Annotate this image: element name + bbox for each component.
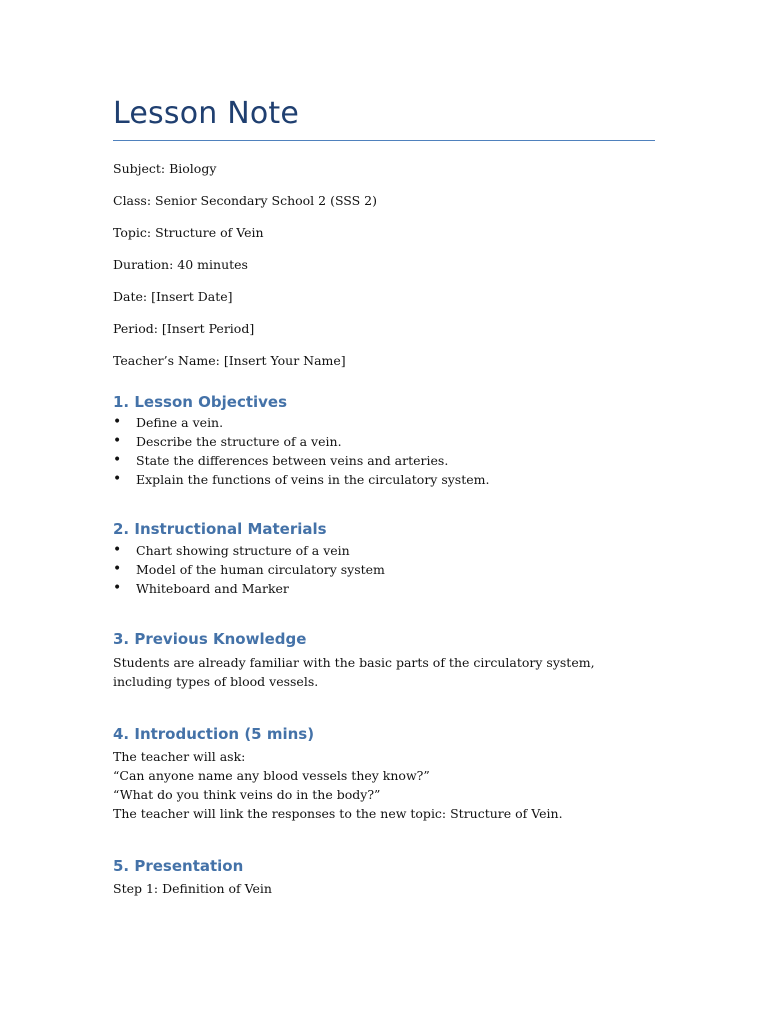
paragraph: Students are already familiar with the basic parts of the circulatory system, including types of blood vessels. (113, 655, 595, 689)
list-item: • Whiteboard and Marker (113, 579, 655, 598)
meta-class: Class: Senior Secondary School 2 (SSS 2) (113, 193, 378, 208)
section-heading: 4. Introduction (5 mins) (113, 725, 315, 743)
section-heading: 3. Previous Knowledge (113, 630, 307, 648)
list-item: • Define a vein. (113, 413, 655, 432)
page-title: Lesson Note (113, 96, 655, 141)
paragraph: “What do you think veins do in the body?” (113, 787, 381, 802)
paragraph: The teacher will link the responses to the new topic: Structure of Vein. (113, 806, 563, 821)
objectives-list (113, 413, 655, 489)
list-item: • Model of the human circulatory system (113, 560, 655, 579)
meta-date: Date: [Insert Date] (113, 289, 233, 304)
paragraph: The teacher will ask: (113, 749, 246, 764)
section-objectives (113, 392, 655, 489)
list-item: • Describe the structure of a vein. (113, 432, 655, 451)
meta-period: Period: [Insert Period] (113, 321, 255, 336)
section-previous-knowledge (113, 629, 655, 691)
list-item: • Explain the functions of veins in the circulatory system. (113, 470, 655, 489)
meta-topic: Topic: Structure of Vein (113, 225, 264, 240)
list-item: • Chart showing structure of a vein (113, 541, 655, 560)
paragraph: Step 1: Definition of Vein (113, 881, 272, 896)
document-page (113, 96, 655, 898)
section-heading: 5. Presentation (113, 857, 244, 875)
meta-duration: Duration: 40 minutes (113, 257, 248, 272)
paragraph: “Can anyone name any blood vessels they know?” (113, 768, 430, 783)
section-materials (113, 519, 655, 598)
section-heading: 1. Lesson Objectives (113, 393, 288, 411)
meta-teacher: Teacher’s Name: [Insert Your Name] (113, 353, 346, 368)
meta-subject: Subject: Biology (113, 161, 217, 176)
list-item: • State the differences between veins and arteries. (113, 451, 655, 470)
lesson-meta (113, 153, 655, 377)
section-introduction (113, 724, 655, 823)
section-presentation (113, 856, 655, 898)
materials-list (113, 541, 655, 598)
section-heading: 2. Instructional Materials (113, 520, 327, 538)
